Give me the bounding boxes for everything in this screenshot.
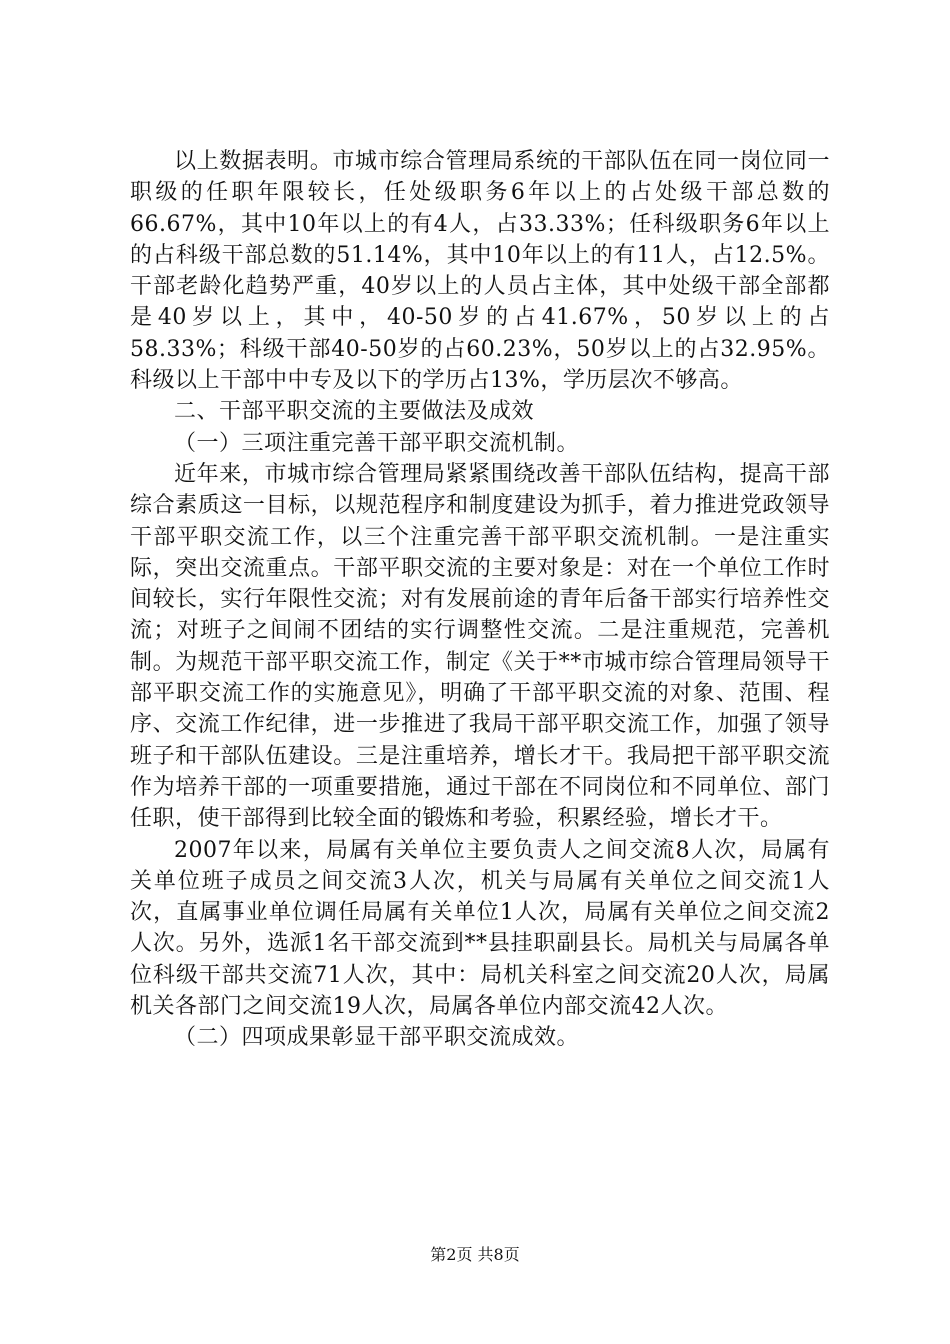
- page-footer: 第2页 共8页: [430, 1245, 520, 1264]
- paragraph-mechanism: 近年来，市城市综合管理局紧紧围绕改善干部队伍结构，提高干部综合素质这一目标，以规范程序和制度建设为抓手，着力推进党政领导干部平职交流工作，以三个注重完善干部平职交流机制。一是注重实际，突出交流重点。干部平职交流的主要对象是：对在一个单位工作时间较长，实行年限性交流；对有发展前途的青年后备干部实行培养性交流；对班子之间闹不团结的实行调整性交流。二是注重规范，完善机制。为规范干部平职交流工作，制定《关于**市城市综合管理局领导干部平职交流工作的实施意见》，明确了干部平职交流的对象、范围、程序、交流工作纪律，进一步推进了我局干部平职交流工作，加强了领导班子和干部队伍建设。三是注重培养，增长才干。我局把干部平职交流作为培养干部的一项重要措施，通过干部在不同岗位和不同单位、部门任职，使干部得到比较全面的锻炼和考验，积累经验，增长才干。: [130, 461, 830, 832]
- paragraph-exchange-stats: 2007年以来，局属有关单位主要负责人之间交流8人次，局属有关单位班子成员之间交流3人次，机关与局属有关单位之间交流1人次，直属事业单位调任局属有关单位1人次，局属有关单位之间交流2人次。另外，选派1名干部交流到**县挂职副县长。局机关与局属各单位科级干部共交流71人次，其中：局机关科室之间交流20人次，局属机关各部门之间交流19人次，局属各单位内部交流42人次。: [130, 837, 830, 1020]
- document-body: [130, 146, 830, 1054]
- section-heading: 二、干部平职交流的主要做法及成效: [174, 399, 535, 425]
- paragraph-data-summary: 以上数据表明。市城市综合管理局系统的干部队伍在同一岗位同一职级的任职年限较长，任处级职务6年以上的占处级干部总数的66.67%，其中10年以上的有4人，占33.33%；任科级职务6年以上的占科级干部总数的51.14%，其中10年以上的有11人，占12.5%。干部老龄化趋势严重，40岁以上的人员占主体，其中处级干部全部都是40岁以上，其中，40-50岁的占41.67%，50岁以上的占58.33%；科级干部40-50岁的占60.23%，50岁以上的占32.95%。科级以上干部中中专及以下的学历占13%，学历层次不够高。: [130, 149, 830, 394]
- subsection-heading-2: （二）四项成果彰显干部平职交流成效。: [174, 1025, 580, 1051]
- subsection-heading-1: （一）三项注重完善干部平职交流机制。: [174, 430, 580, 456]
